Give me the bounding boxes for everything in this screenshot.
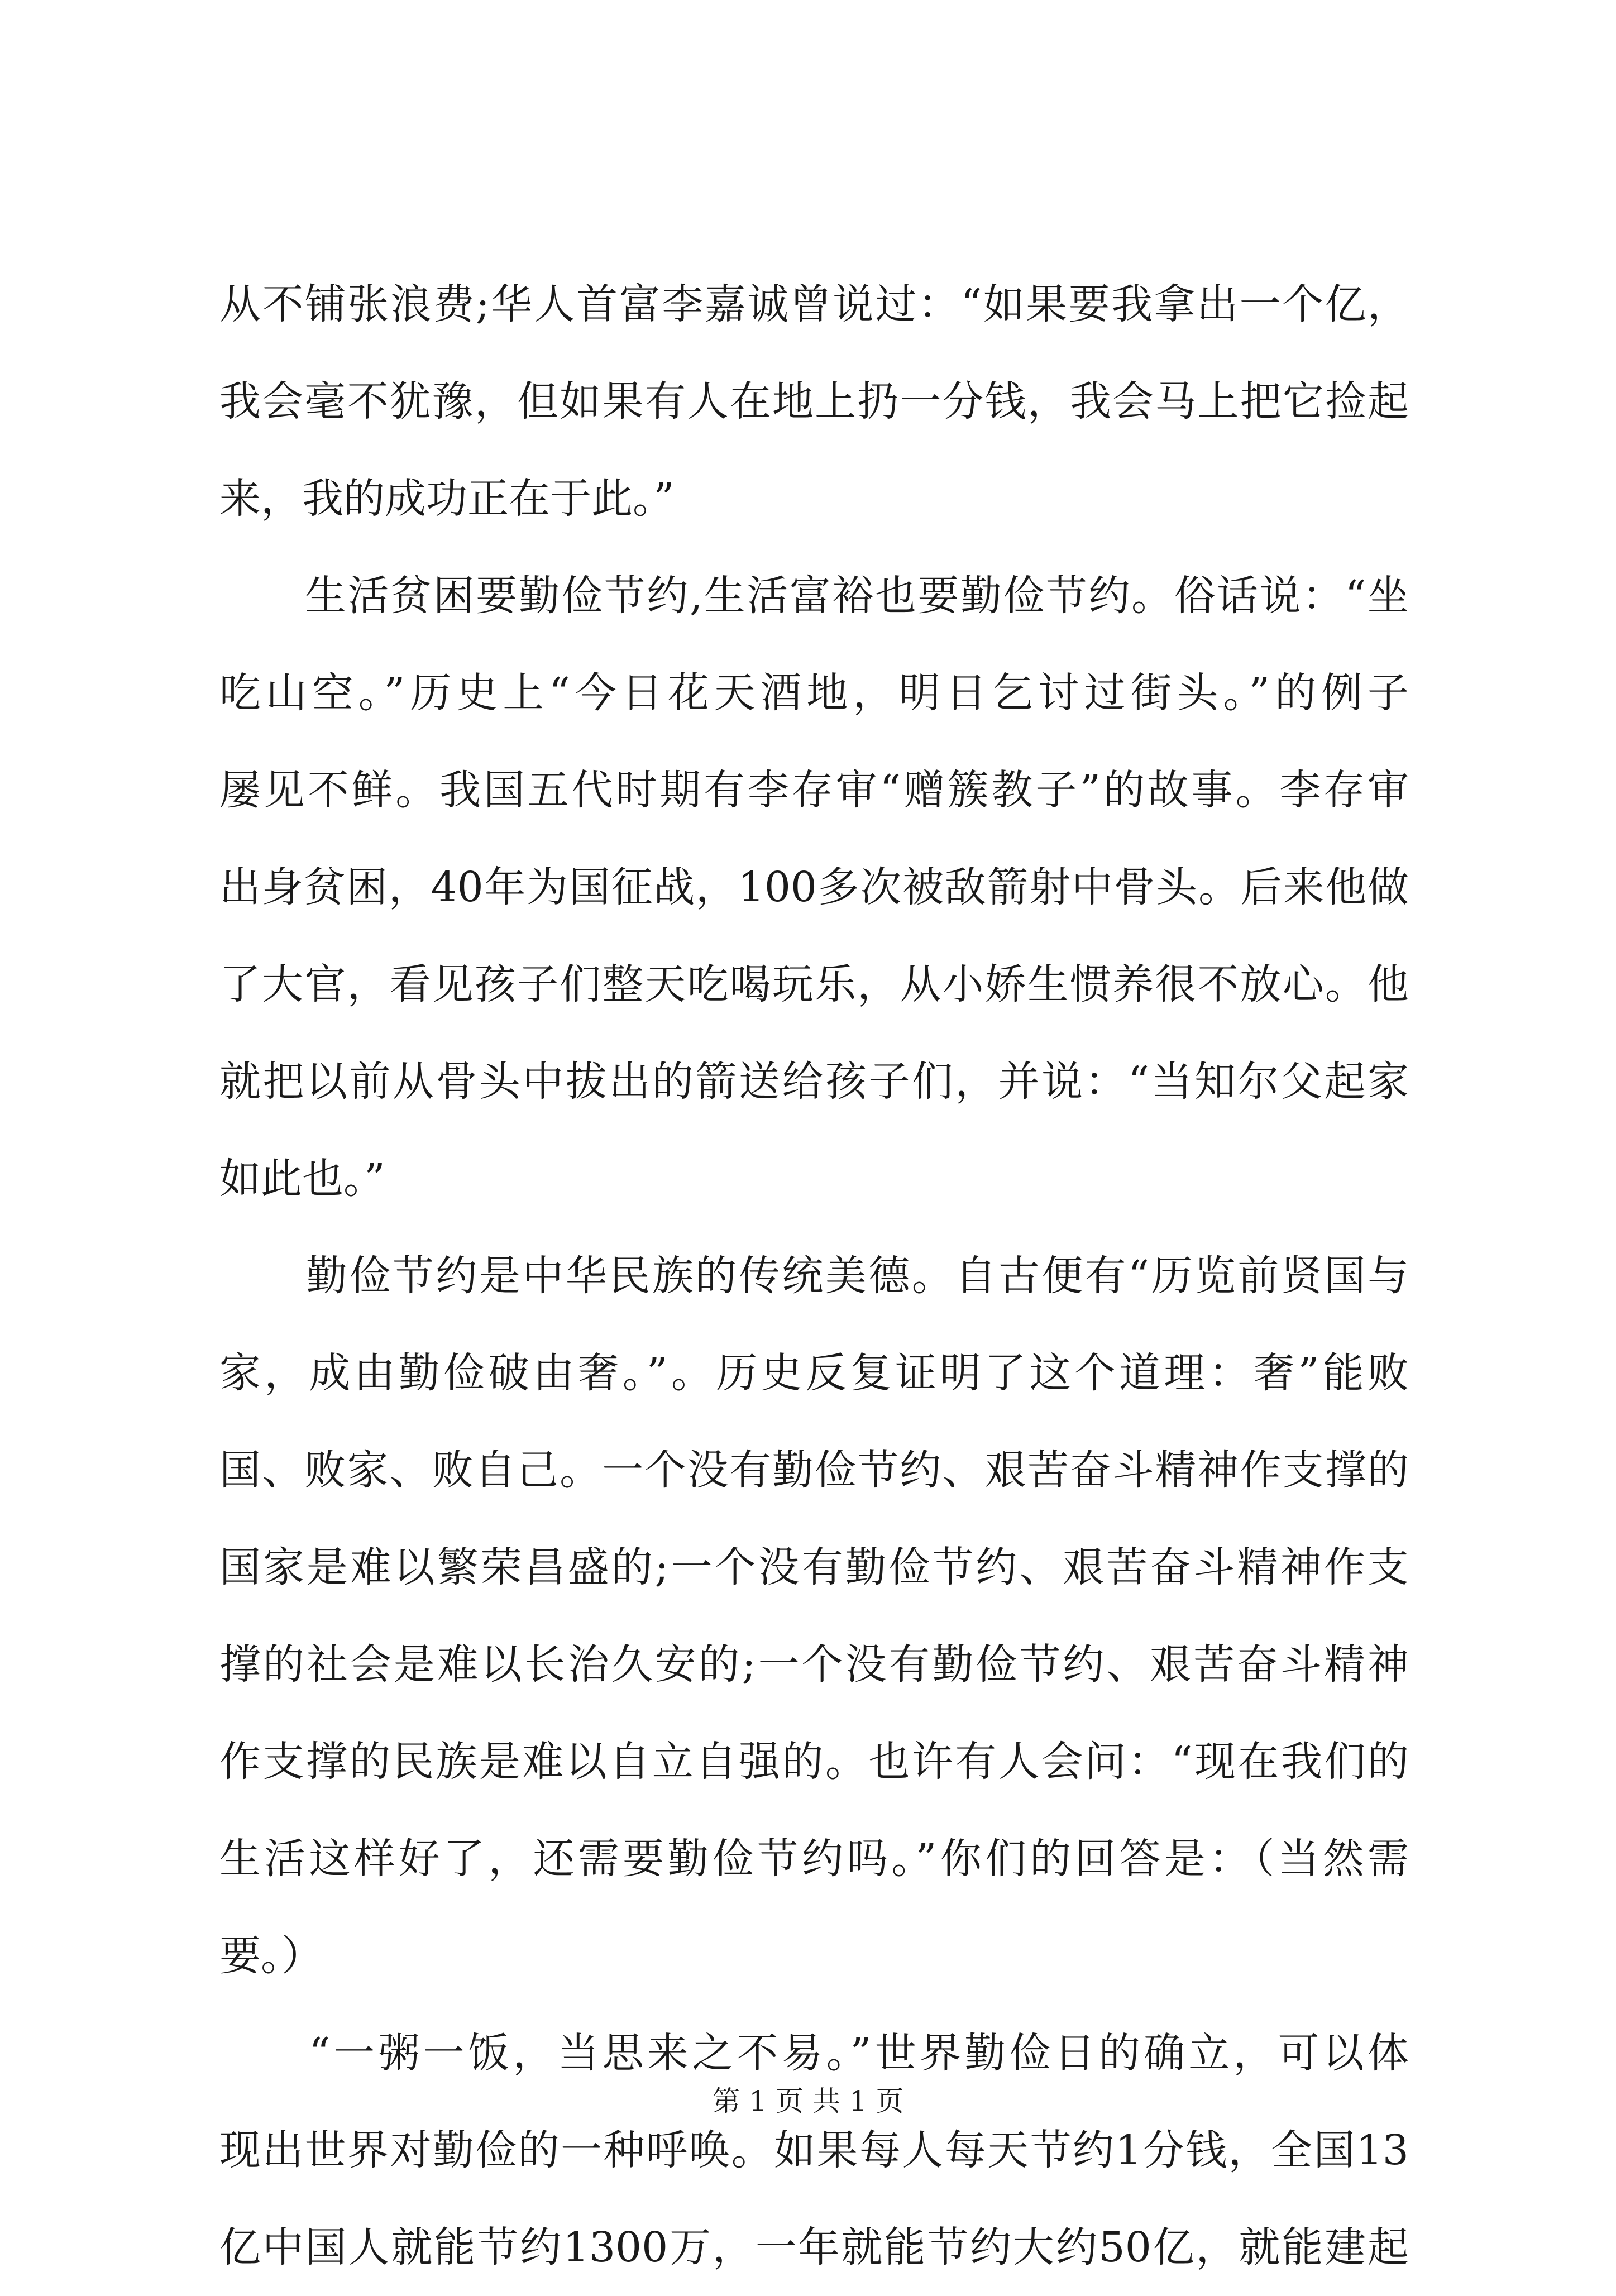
text-line: 吃山空。”历史上“今日花天酒地，明日乞讨过街头。”的例子 — [219, 669, 1409, 717]
text-line: 勤俭节约是中华民族的传统美德。自古便有“历览前贤国与 — [219, 1252, 1409, 1300]
text-line: 家，成由勤俭破由奢。”。历史反复证明了这个道理：奢”能败 — [219, 1349, 1409, 1397]
body-text — [219, 256, 1409, 2296]
text-line: 生活贫困要勤俭节约,生活富裕也要勤俭节约。俗话说：“坐 — [219, 572, 1409, 620]
text-line: “一粥一饭，当思来之不易。”世界勤俭日的确立，可以体 — [219, 2029, 1409, 2077]
text-line: 作支撑的民族是难以自立自强的。也许有人会问：“现在我们的 — [219, 1738, 1409, 1786]
text-line: 如此也。” — [219, 1155, 385, 1203]
text-line: 撑的社会是难以长治久安的;一个没有勤俭节约、艰苦奋斗精神 — [219, 1640, 1409, 1688]
text-line: 生活这样好了，还需要勤俭节约吗。”你们的回答是：（当然需 — [219, 1835, 1409, 1883]
text-line: 从不铺张浪费;华人首富李嘉诚曾说过：“如果要我拿出一个亿， — [219, 280, 1409, 328]
text-line: 要。） — [219, 1932, 323, 1980]
page-footer — [0, 2082, 1616, 2121]
text-line: 现出世界对勤俭的一种呼唤。如果每人每天节约1分钱，全国13 — [219, 2126, 1409, 2174]
text-line: 亿中国人就能节约1300万，一年就能节约大约50亿，就能建起 — [219, 2223, 1409, 2271]
text-line: 国家是难以繁荣昌盛的;一个没有勤俭节约、艰苦奋斗精神作支 — [219, 1543, 1409, 1591]
text-line: 来，我的成功正在于此。” — [219, 475, 675, 523]
text-line: 了大官，看见孩子们整天吃喝玩乐，从小娇生惯养很不放心。他 — [219, 960, 1409, 1008]
text-line: 就把以前从骨头中拔出的箭送给孩子们，并说：“当知尔父起家 — [219, 1058, 1409, 1106]
text-line: 屡见不鲜。我国五代时期有李存审“赠簇教子”的故事。李存审 — [219, 766, 1409, 814]
text-line: 我会毫不犹豫，但如果有人在地上扔一分钱，我会马上把它捡起 — [219, 377, 1409, 425]
text-line: 国、败家、败自己。一个没有勤俭节约、艰苦奋斗精神作支撑的 — [219, 1446, 1409, 1494]
page-number-label: 第 1 页 共 1 页 — [712, 2085, 904, 2117]
text-line: 出身贫困，40年为国征战，100多次被敌箭射中骨头。后来他做 — [219, 863, 1409, 911]
